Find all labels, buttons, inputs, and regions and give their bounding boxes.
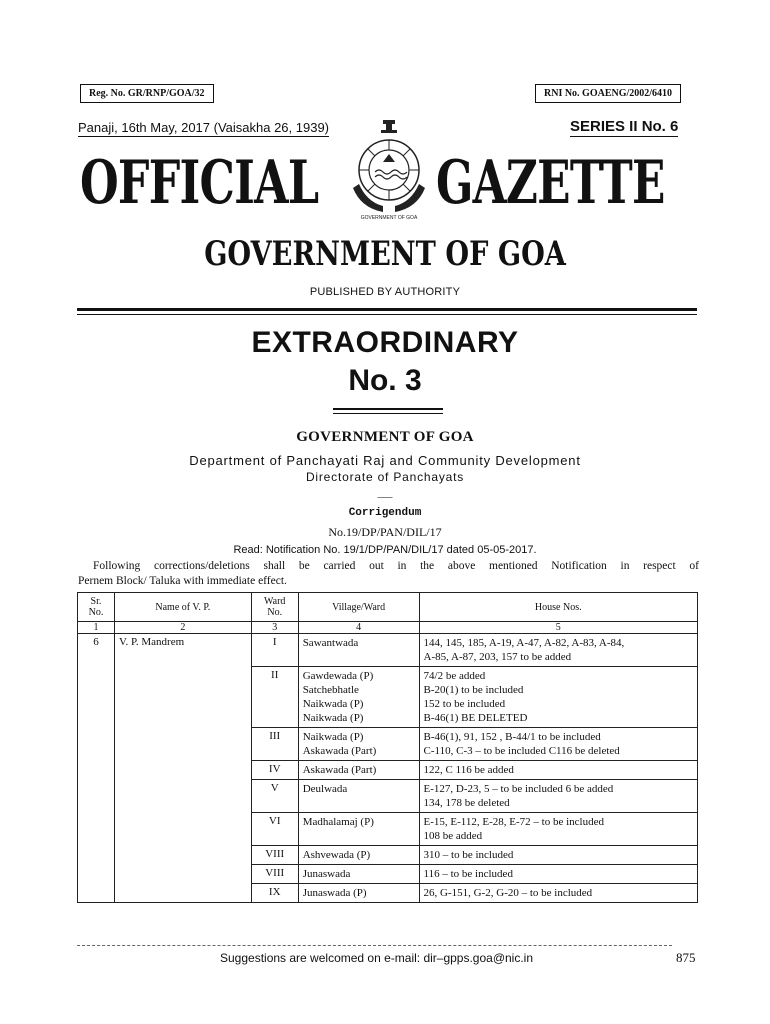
corrigendum-heading: Corrigendum bbox=[348, 507, 422, 519]
col-number: 3 bbox=[251, 622, 298, 634]
house-nos-line: B-20(1) to be included bbox=[423, 684, 524, 696]
masthead-subtitle-wrap bbox=[0, 234, 770, 274]
ward-no-cell: IV bbox=[251, 761, 298, 780]
ward-no-cell: III bbox=[251, 728, 298, 761]
village-name: Naikwada (P) bbox=[302, 712, 364, 724]
issue-rule-2 bbox=[333, 413, 443, 414]
department-name: Department of Panchayati Raj and Community Development bbox=[189, 453, 581, 468]
header-sr-no: Sr. No. bbox=[78, 593, 115, 622]
masthead-subtitle: GOVERNMENT OF GOA bbox=[204, 234, 566, 274]
series-label: SERIES II No. 6 bbox=[570, 118, 679, 135]
village-name: Satchebhatle bbox=[302, 684, 359, 696]
village-name: Deulwada bbox=[302, 783, 348, 795]
village-name: Naikwada (P) bbox=[302, 698, 364, 710]
directorate-name: Directorate of Panchayats bbox=[305, 470, 465, 484]
ward-no-cell: V bbox=[251, 780, 298, 813]
house-nos-line: 116 – to be included bbox=[423, 868, 513, 880]
vp-name-cell: V. P. Mandrem bbox=[114, 634, 251, 903]
issue-number: No. 3 bbox=[348, 364, 422, 397]
issue-rule-1 bbox=[333, 408, 443, 410]
footer-suggestions: Suggestions are welcomed on e-mail: dir–gpps.goa@nic.in bbox=[220, 951, 534, 965]
sr-no-cell: 6 bbox=[78, 634, 115, 903]
date-line: Panaji, 16th May, 2017 (Vaisakha 26, 1939) bbox=[78, 120, 330, 135]
house-nos-cell bbox=[419, 667, 697, 728]
village-name: Askawada (Part) bbox=[302, 764, 377, 776]
header-village-ward: Village/Ward bbox=[298, 593, 419, 622]
ward-no-cell: II bbox=[251, 667, 298, 728]
village-name: Naikwada (P) bbox=[302, 731, 364, 743]
header-house-nos: House Nos. bbox=[419, 593, 697, 622]
house-nos-line: 74/2 be added bbox=[423, 670, 486, 682]
ward-no-cell: VI bbox=[251, 813, 298, 846]
house-nos-line: E-127, D-23, 5 – to be included 6 be added bbox=[423, 783, 614, 795]
house-nos-line: 26, G-151, G-2, G-20 – to be included bbox=[423, 887, 593, 899]
table-header-row bbox=[78, 593, 698, 622]
col-number: 1 bbox=[78, 622, 115, 634]
house-nos-cell bbox=[419, 728, 697, 761]
reg-number-box bbox=[80, 84, 214, 103]
house-nos-cell bbox=[419, 813, 697, 846]
house-nos-cell bbox=[419, 884, 697, 903]
read-notification-line: Read: Notification No. 19/1/DP/PAN/DIL/17 dated 05-05-2017. bbox=[233, 544, 537, 556]
header-vp-name: Name of V. P. bbox=[114, 593, 251, 622]
ward-no-cell: I bbox=[251, 634, 298, 667]
village-cell bbox=[298, 813, 419, 846]
ward-no-cell: IX bbox=[251, 884, 298, 903]
house-nos-line: 152 to be included bbox=[423, 698, 506, 710]
village-cell bbox=[298, 761, 419, 780]
house-nos-line: C-110, C-3 – to be included C116 be deleted bbox=[423, 745, 620, 757]
header-rule-thick bbox=[77, 308, 697, 311]
village-cell bbox=[298, 865, 419, 884]
house-nos-line: 122, C 116 be added bbox=[423, 764, 514, 776]
village-name: Madhalamaj (P) bbox=[302, 816, 374, 828]
page-number: 875 bbox=[676, 950, 696, 965]
house-nos-line: 134, 178 be deleted bbox=[423, 797, 510, 809]
village-cell bbox=[298, 780, 419, 813]
footer-rule bbox=[77, 945, 672, 946]
village-cell bbox=[298, 884, 419, 903]
goa-emblem-icon bbox=[347, 118, 431, 222]
house-nos-line: 144, 145, 185, A-19, A-47, A-82, A-83, A-84, bbox=[423, 637, 625, 649]
house-nos-cell bbox=[419, 761, 697, 780]
header-rule-thin bbox=[77, 314, 697, 315]
house-nos-cell bbox=[419, 865, 697, 884]
village-cell bbox=[298, 634, 419, 667]
village-cell bbox=[298, 728, 419, 761]
header-ward-no: Ward No. bbox=[251, 593, 298, 622]
ward-no-cell: VIII bbox=[251, 846, 298, 865]
village-name: Sawantwada bbox=[302, 637, 359, 649]
published-by-authority: PUBLISHED BY AUTHORITY bbox=[309, 286, 461, 298]
village-cell bbox=[298, 667, 419, 728]
house-nos-line: B-46(1) BE DELETED bbox=[423, 712, 528, 724]
column-number-row bbox=[78, 622, 698, 634]
house-nos-line: A-85, A-87, 203, 157 to be added bbox=[423, 651, 572, 663]
svg-text:GOVERNMENT OF GOA: GOVERNMENT OF GOA bbox=[360, 215, 418, 221]
house-nos-line: 310 – to be included bbox=[423, 849, 514, 861]
house-nos-cell bbox=[419, 634, 697, 667]
village-name: Junaswada (P) bbox=[302, 887, 367, 899]
intro-paragraph-line-2: Pernem Block/ Taluka with immediate effect. bbox=[78, 575, 287, 587]
village-name: Gawdewada (P) bbox=[302, 670, 374, 682]
corrigendum-table bbox=[77, 592, 698, 903]
reg-number: Reg. No. GR/RNP/GOA/32 bbox=[89, 88, 205, 99]
section-separator: ___ bbox=[377, 488, 393, 499]
issue-type: EXTRAORDINARY bbox=[251, 326, 519, 359]
col-number: 4 bbox=[298, 622, 419, 634]
intro-paragraph-line-1: Following corrections/deletions shall be carried out in the above mentioned Notification in respect of bbox=[93, 560, 699, 572]
house-nos-cell bbox=[419, 846, 697, 865]
house-nos-cell bbox=[419, 780, 697, 813]
village-name: Askawada (Part) bbox=[302, 745, 377, 757]
reference-number: No.19/DP/PAN/DIL/17 bbox=[328, 525, 442, 539]
house-nos-line: B-46(1), 91, 152 , B-44/1 to be included bbox=[423, 731, 601, 743]
rni-number-box bbox=[535, 84, 681, 103]
rni-number: RNI No. GOAENG/2002/6410 bbox=[544, 88, 673, 99]
government-heading: GOVERNMENT OF GOA bbox=[296, 429, 474, 445]
col-number: 5 bbox=[419, 622, 697, 634]
masthead-official: OFFICIAL bbox=[80, 148, 319, 218]
village-cell bbox=[298, 846, 419, 865]
house-nos-line: E-15, E-112, E-28, E-72 – to be included bbox=[423, 816, 604, 828]
village-name: Junaswada bbox=[302, 868, 351, 880]
house-nos-line: 108 be added bbox=[423, 830, 483, 842]
table-row bbox=[78, 634, 698, 667]
masthead-gazette: GAZETTE bbox=[436, 148, 665, 218]
village-name: Ashvewada (P) bbox=[302, 849, 371, 861]
ward-no-cell: VIII bbox=[251, 865, 298, 884]
col-number: 2 bbox=[114, 622, 251, 634]
